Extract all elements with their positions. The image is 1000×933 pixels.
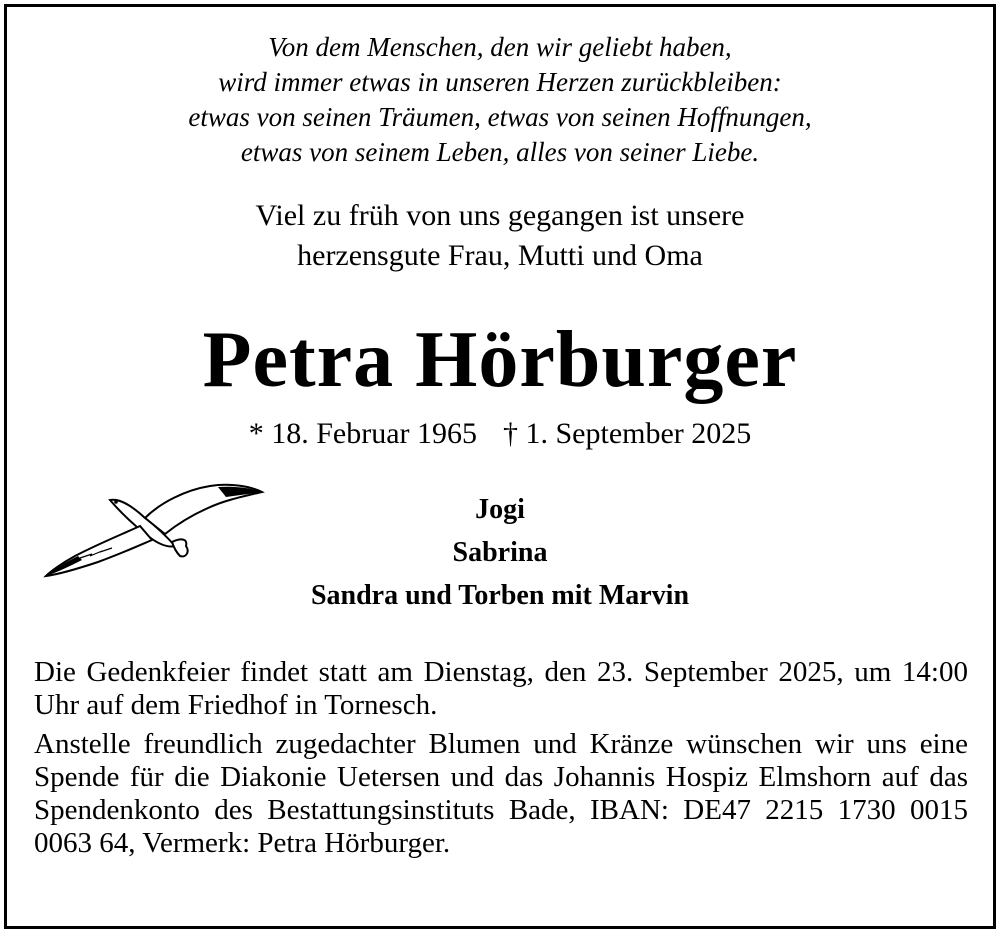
- intro-line: Viel zu früh von uns gegangen ist unsere: [255, 199, 745, 232]
- mourner-name: Sabrina: [452, 537, 548, 568]
- death-date: † 1. September 2025: [503, 417, 752, 450]
- quote-line: etwas von seinen Träumen, etwas von seinen Hoffnungen,: [188, 102, 812, 132]
- quote-line: wird immer etwas in unseren Herzen zurückbleiben:: [218, 67, 782, 97]
- memorial-quote: [0, 30, 1000, 170]
- mourners-list: [0, 488, 1000, 617]
- notice-text: [34, 656, 968, 866]
- intro-line: herzensgute Frau, Mutti und Oma: [297, 239, 703, 272]
- ceremony-paragraph: Die Gedenkfeier findet statt am Dienstag, den 23. September 2025, um 14:00 Uhr auf dem Friedhof in Tornesch.: [34, 656, 968, 721]
- announcement-intro: [0, 196, 1000, 276]
- quote-line: etwas von seinem Leben, alles von seiner Liebe.: [240, 137, 760, 167]
- donation-paragraph: Anstelle freundlich zugedachter Blumen und Kränze wünschen wir uns eine Spende für die Diakonie Uetersen und das Johannis Hospiz Elmshorn auf das Spendenkonto des Bestattungsinstituts Bade, IBAN: DE47 2215 1730 0015 0063 64, Vermerk: Petra Hörburger.: [34, 728, 968, 859]
- mourner-name: Sandra und Torben mit Marvin: [310, 580, 690, 611]
- birth-date: * 18. Februar 1965: [248, 417, 477, 450]
- life-dates: [0, 414, 1000, 454]
- deceased-name: Petra Hörburger: [202, 316, 798, 404]
- mourner-name: Jogi: [475, 494, 525, 525]
- quote-line: Von dem Menschen, den wir geliebt haben,: [268, 32, 732, 62]
